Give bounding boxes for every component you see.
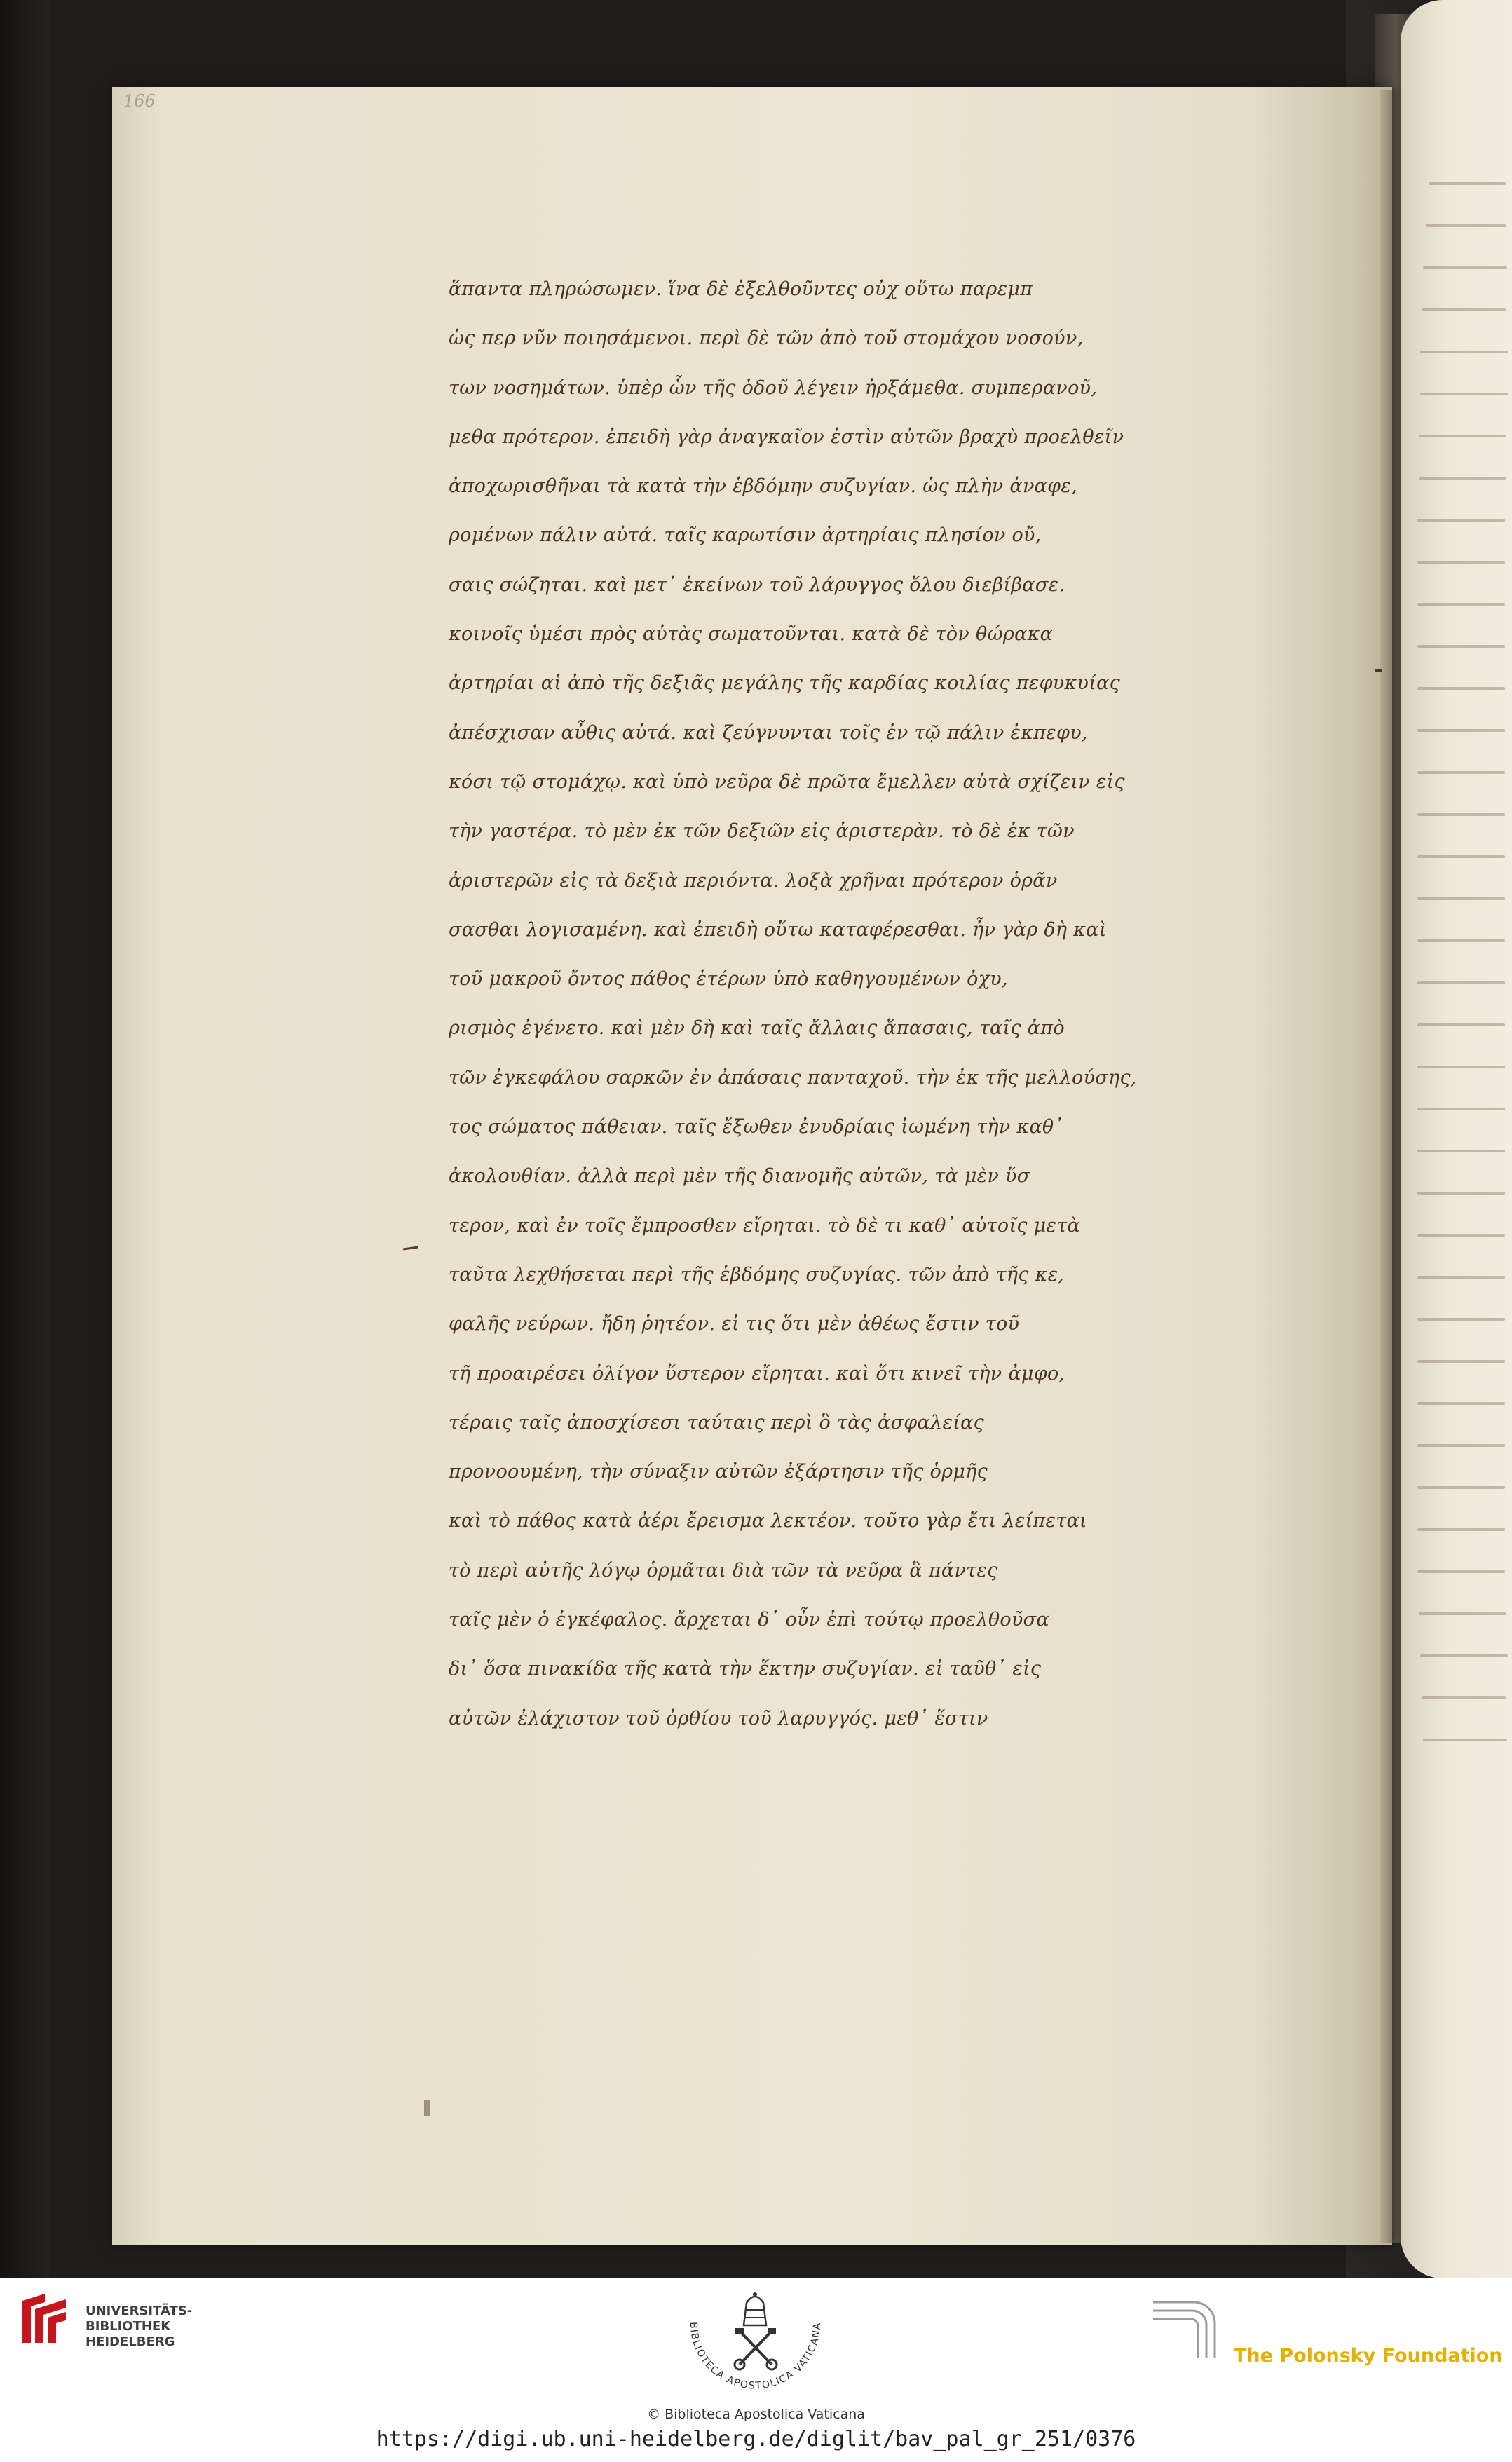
facing-page — [1401, 0, 1512, 2278]
permalink-url[interactable]: https://digi.ub.uni-heidelberg.de/diglit/bav_pal_gr_251/0376 — [376, 2427, 1136, 2451]
text-line: τῆ προαιρέσει ὀλίγον ὕστερον εἴρηται. καὶ ὅτι κινεῖ τὴν ἀμφο, — [449, 1362, 1065, 1385]
text-line: ταῦτα λεχθήσεται περὶ τῆς ἑβδόμης συζυγίας. τῶν ἀπὸ τῆς κε, — [449, 1263, 1065, 1286]
ub-name-line: HEIDELBERG — [86, 2334, 175, 2349]
ub-name-line: BIBLIOTHEK — [86, 2319, 171, 2334]
folio-number: 166 — [123, 91, 156, 111]
ub-heidelberg-name — [86, 2304, 192, 2350]
text-line: κόσι τῷ στομάχῳ. καὶ ὑπὸ νεῦρα δὲ πρῶτα ἔμελλεν αὐτὰ σχίζειν εἰς — [449, 770, 1125, 793]
text-line: ταῖς μὲν ὁ ἐγκέφαλος. ἄρχεται δ᾽ οὖν ἐπὶ τούτῳ προελθοῦσα — [449, 1609, 1049, 1631]
text-line: καὶ τὸ πάθος κατὰ ἀέρι ἔρεισμα λεκτέον. τοῦτο γὰρ ἔτι λείπεται — [449, 1510, 1087, 1532]
text-line: τῶν ἐγκεφάλου σαρκῶν ἐν ἀπάσαις πανταχοῦ. τὴν ἐκ τῆς μελλούσης, — [449, 1066, 1137, 1089]
text-line: ὡς περ νῦν ποιησάμενοι. περὶ δὲ τῶν ἀπὸ τοῦ στομάχου νοσούν, — [449, 327, 1084, 350]
text-line: τος σώματος πάθειαν. ταῖς ἔξωθεν ἐνυδρίαις ἰωμένη τὴν καθ᾽ — [449, 1116, 1064, 1138]
text-line: τερον, καὶ ἐν τοῖς ἔμπροσθεν εἴρηται. τὸ δὲ τι καθ᾽ αὐτοῖς μετὰ — [449, 1214, 1081, 1237]
text-line: τὸ περὶ αὐτῆς λόγῳ ὁρμᾶται διὰ τῶν τὰ νεῦρα ἃ πάντες — [449, 1559, 998, 1582]
vatican-library-emblem-icon[interactable] — [669, 2289, 841, 2394]
svg-text:BIBLIOTECA APOSTOLICA VATICANA — [688, 2322, 823, 2392]
text-line: τὴν γαστέρα. τὸ μὲν ἐκ τῶν δεξιῶν εἰς ἀριστερὰν. τὸ δὲ ἐκ τῶν — [449, 820, 1075, 843]
manuscript-text — [449, 265, 1293, 1743]
text-line: ρομένων πάλιν αὐτά. ταῖς καρωτίσιν ἀρτηρίαις πλησίον οὔ, — [449, 524, 1042, 547]
text-line: αὐτῶν ἐλάχιστον τοῦ ὀρθίου τοῦ λαρυγγός. μεθ᾽ ἕστιν — [449, 1707, 988, 1729]
text-line: μεθα πρότερον. ἐπειδὴ γὰρ ἀναγκαῖον ἐστὶν αὐτῶν βραχὺ προελθεῖν — [449, 426, 1124, 448]
text-line: τοῦ μακροῦ ὄντος πάθος ἑτέρων ὑπὸ καθηγουμένων ὀχυ, — [449, 968, 1008, 991]
polonsky-foundation-name: The Polonsky Foundation — [1234, 2345, 1503, 2367]
copyright-text: © Biblioteca Apostolica Vaticana — [647, 2407, 865, 2422]
scan-background-left — [0, 0, 49, 2278]
text-line: τέραις ταῖς ἀποσχίσεσι ταύταις περὶ ὃ τὰς ἀσφαλείας — [449, 1411, 985, 1434]
text-line: κοινοῖς ὑμέσι πρὸς αὐτὰς σωματοῦνται. κατὰ δὲ τὸν θώρακα — [449, 623, 1054, 646]
text-line: ρισμὸς ἐγένετο. καὶ μὲν δὴ καὶ ταῖς ἄλλαις ἅπασαις, ταῖς ἀπὸ — [449, 1017, 1065, 1040]
text-line: σαις σώζηται. καὶ μετ᾽ ἐκείνων τοῦ λάρυγγος ὅλου διεβίβασε. — [449, 573, 1065, 596]
ub-name-line: UNIVERSITÄTS- — [86, 2304, 193, 2318]
text-line: ἀρτηρίαι αἱ ἀπὸ τῆς δεξιᾶς μεγάλης τῆς καρδίας κοιλίας πεφυκυίας — [449, 672, 1121, 695]
catchword-mark — [424, 2100, 430, 2116]
text-line: ἀκολουθίαν. ἀλλὰ περὶ μὲν τῆς διανομῆς αὐτῶν, τὰ μὲν ὕσ — [449, 1165, 1030, 1188]
margin-mark-right — [1375, 669, 1382, 672]
ub-heidelberg-logo-icon[interactable] — [17, 2291, 71, 2346]
text-line: ἀριστερῶν εἰς τὰ δεξιὰ περιόντα. λοξὰ χρῆναι πρότερον ὁρᾶν — [449, 869, 1058, 892]
text-line: ἀποχωρισθῆναι τὰ κατὰ τὴν ἑβδόμην συζυγίαν. ὡς πλὴν ἀναφε, — [449, 475, 1078, 498]
text-line: φαλῆς νεύρων. ἤδη ῥητέον. εἰ τις ὅτι μὲν ἀθέως ἔστιν τοῦ — [449, 1313, 1020, 1335]
page-fold-shadow — [1380, 90, 1392, 2243]
text-line: δι᾽ ὅσα πινακίδα τῆς κατὰ τὴν ἕκτην συζυγίαν. εἰ ταῦθ᾽ εἰς — [449, 1658, 1042, 1680]
text-line: σασθαι λογισαμένη. καὶ ἐπειδὴ οὕτω καταφέρεσθαι. ἦν γὰρ δὴ καὶ — [449, 918, 1107, 941]
text-line: προνοουμένη, τὴν σύναξιν αὐτῶν ἐξάρτησιν τῆς ὁρμῆς — [449, 1461, 988, 1483]
vatican-ring-text: BIBLIOTECA APOSTOLICA VATICANA — [687, 2322, 824, 2392]
text-line: ἅπαντα πληρώσωμεν. ἵνα δὲ ἐξελθοῦντες οὐχ οὕτω παρεμπ — [449, 278, 1033, 300]
text-line: ἀπέσχισαν αὖθις αὐτά. καὶ ζεύγνυνται τοῖς ἐν τῷ πάλιν ἐκπεφυ, — [449, 721, 1088, 744]
polonsky-foundation-logo-icon[interactable] — [1152, 2294, 1225, 2367]
text-line: των νοσημάτων. ὑπὲρ ὧν τῆς ὁδοῦ λέγειν ἠρξάμεθα. συμπερανοῦ, — [449, 376, 1098, 399]
